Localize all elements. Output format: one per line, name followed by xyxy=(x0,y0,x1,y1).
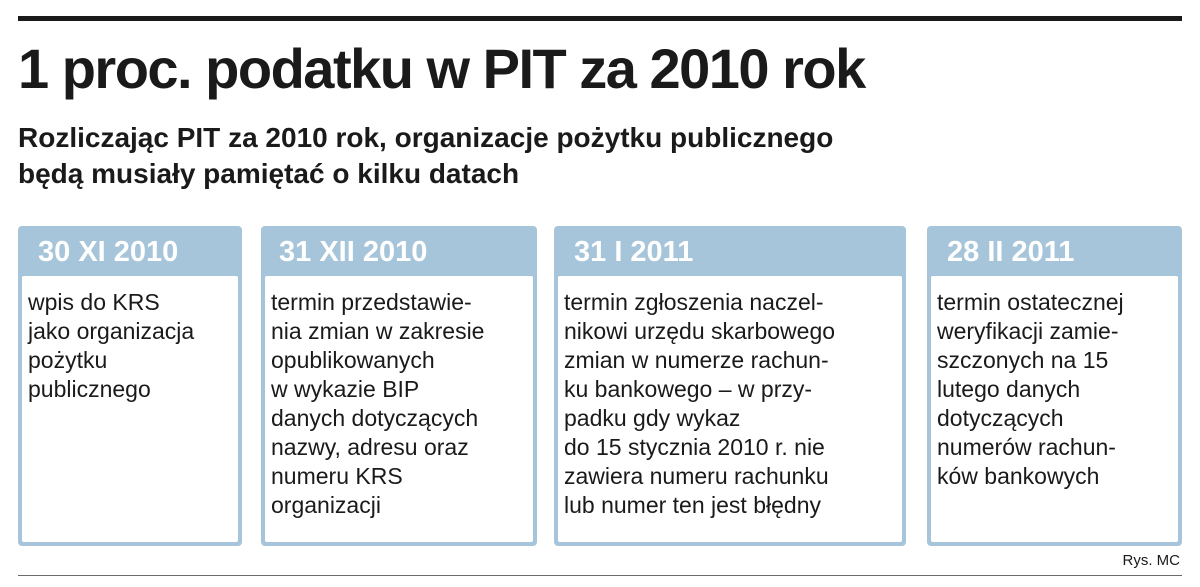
card-line: weryfikacji zamie- xyxy=(937,318,1119,344)
card-date: 28 II 2011 xyxy=(947,236,1075,268)
card-line: szczonych na 15 xyxy=(937,347,1109,373)
card-line: publicznego xyxy=(28,376,151,402)
card-line: pożytku xyxy=(28,347,108,373)
card-line: nia zmian w zakresie xyxy=(271,318,485,344)
subtitle-line: będą musiały pamiętać o kilku datach xyxy=(18,158,520,189)
card-text xyxy=(564,288,835,520)
card-line: termin ostatecznej xyxy=(937,289,1124,315)
card-line: ków bankowych xyxy=(937,463,1100,489)
card-line: termin zgłoszenia naczel- xyxy=(564,289,824,315)
card-text xyxy=(271,288,484,520)
subtitle xyxy=(18,120,833,192)
timeline-card-28-ii-2011 xyxy=(927,226,1182,546)
timeline-card-30-xi-2010 xyxy=(18,226,242,546)
card-line: lub numer ten jest błędny xyxy=(564,492,821,518)
card-text xyxy=(28,288,194,404)
card-line: zawiera numeru rachunku xyxy=(564,463,829,489)
card-line: nikowi urzędu skarbowego xyxy=(564,318,836,344)
card-text xyxy=(937,288,1124,491)
card-body xyxy=(22,276,238,542)
card-line: nazwy, adresu oraz xyxy=(271,434,469,460)
card-line: do 15 stycznia 2010 r. nie xyxy=(564,434,825,460)
bottom-rule xyxy=(18,575,1182,576)
timeline-cards xyxy=(18,226,1182,548)
card-line: termin przedstawie- xyxy=(271,289,472,315)
card-line: opublikowanych xyxy=(271,347,435,373)
card-line: numerów rachun- xyxy=(937,434,1116,460)
card-date: 31 XII 2010 xyxy=(279,236,428,268)
top-rule xyxy=(18,16,1182,21)
timeline-card-31-i-2011 xyxy=(554,226,906,546)
card-line: ku bankowego – w przy- xyxy=(564,376,813,402)
card-line: jako organizacja xyxy=(28,318,195,344)
page-title: 1 proc. podatku w PIT za 2010 rok xyxy=(18,37,865,100)
card-body xyxy=(931,276,1178,542)
card-line: padku gdy wykaz xyxy=(564,405,741,431)
subtitle-line: Rozliczając PIT za 2010 rok, organizacje pożytku publicznego xyxy=(18,122,834,153)
card-line: danych dotyczących xyxy=(271,405,479,431)
image-credit: Rys. MC xyxy=(1122,552,1180,569)
card-line: dotyczących xyxy=(937,405,1064,431)
card-line: zmian w numerze rachun- xyxy=(564,347,829,373)
card-line: w wykazie BIP xyxy=(271,376,420,402)
card-line: organizacji xyxy=(271,492,381,518)
card-body xyxy=(265,276,533,542)
card-line: wpis do KRS xyxy=(28,289,160,315)
card-date: 31 I 2011 xyxy=(574,236,694,268)
card-line: numeru KRS xyxy=(271,463,403,489)
card-body xyxy=(558,276,902,542)
card-date: 30 XI 2010 xyxy=(38,236,179,268)
card-line: lutego danych xyxy=(937,376,1081,402)
timeline-card-31-xii-2010 xyxy=(261,226,537,546)
